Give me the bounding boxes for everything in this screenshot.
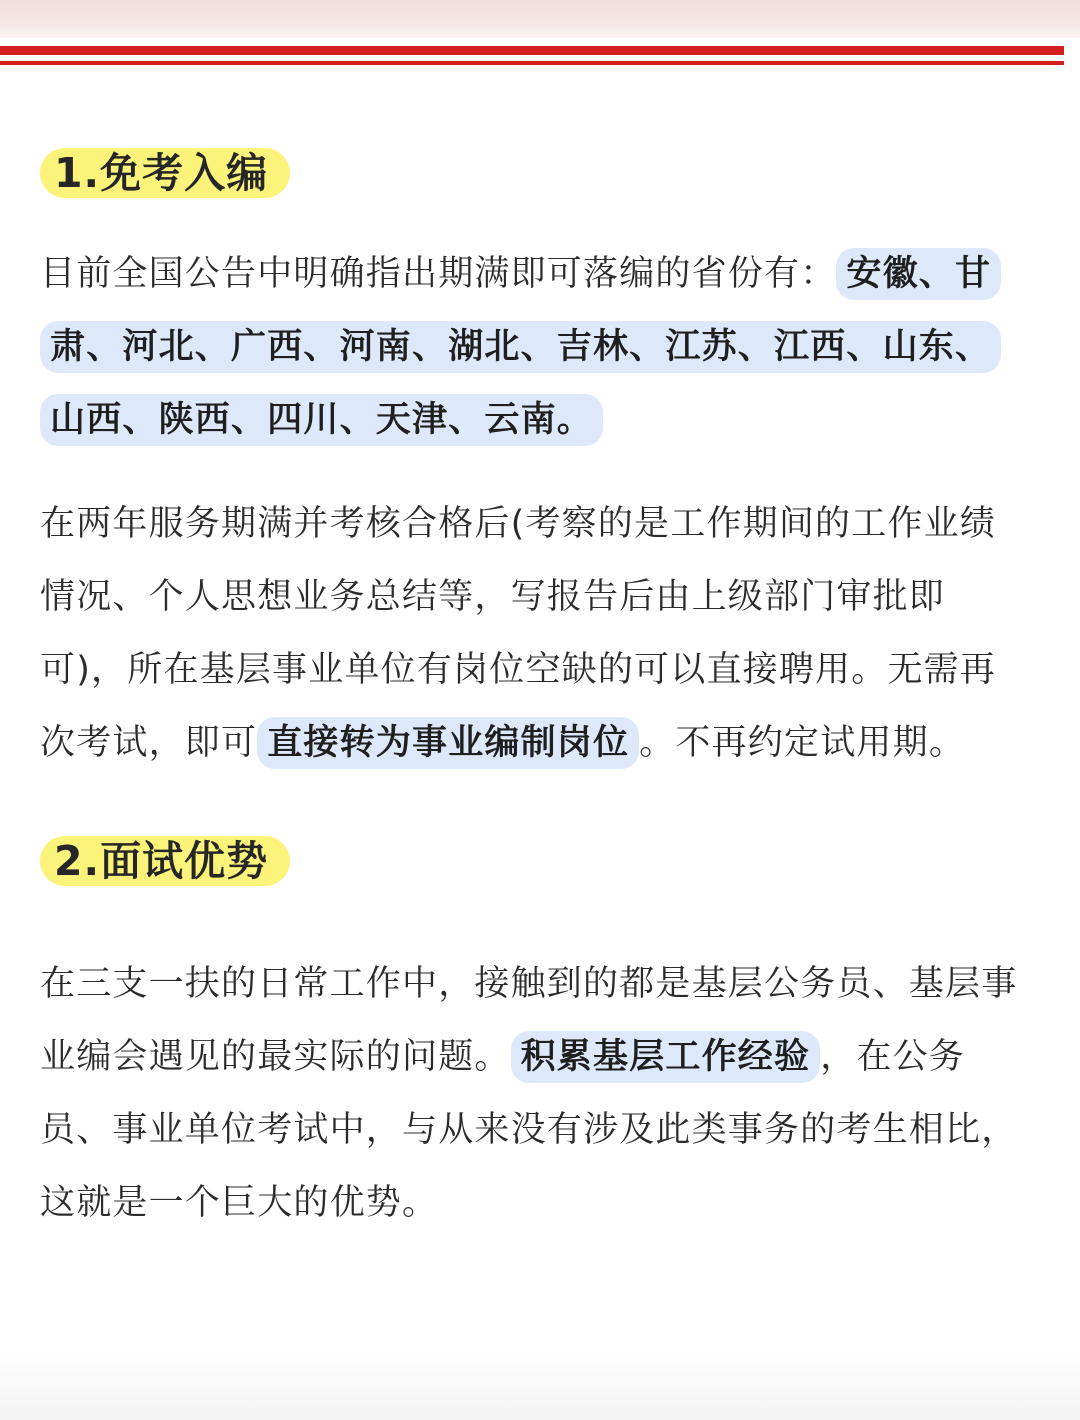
top-decorative-band [0, 0, 1080, 38]
paragraph-interview-advantage [40, 948, 1025, 1240]
paragraph-conversion [40, 488, 1025, 780]
red-stripe-bottom [0, 61, 1064, 65]
bottom-fade [0, 1350, 1080, 1420]
paragraph-provinces [40, 238, 1025, 457]
conversion-highlight: 直接转为事业编制岗位 [257, 717, 639, 769]
paragraph-interview-tail: ，在公务员、事业单位考试中，与从来没有涉及此类事务的考生相比，这就是一个巨大的优势。 [40, 1037, 1018, 1223]
paragraph-provinces-text: 目前全国公告中明确指出期满即可落编的省份有： [40, 254, 837, 294]
section-heading-2: 2.面试优势 [40, 836, 290, 886]
paragraph-conversion-tail: 。不再约定试用期。 [639, 723, 966, 763]
experience-highlight: 积累基层工作经验 [511, 1031, 821, 1083]
paragraph-interview-text: 在三支一扶的日常工作中，接触到的都是基层公务员、基层事业编会遇见的最实际的问题。 [40, 964, 1018, 1077]
red-stripe-top [0, 46, 1064, 55]
paragraph-conversion-text: 在两年服务期满并考核合格后(考察的是工作期间的工作业绩情况、个人思想业务总结等，写报告后由上级部门审批即可)，所在基层事业单位有岗位空缺的可以直接聘用。无需再次考试，即可 [40, 504, 997, 763]
provinces-highlight: 安徽、甘肃、河北、广西、河南、湖北、吉林、江苏、江西、山东、山西、陕西、四川、天津、云南。 [40, 248, 1001, 446]
section-heading-1: 1.免考入编 [40, 148, 290, 198]
